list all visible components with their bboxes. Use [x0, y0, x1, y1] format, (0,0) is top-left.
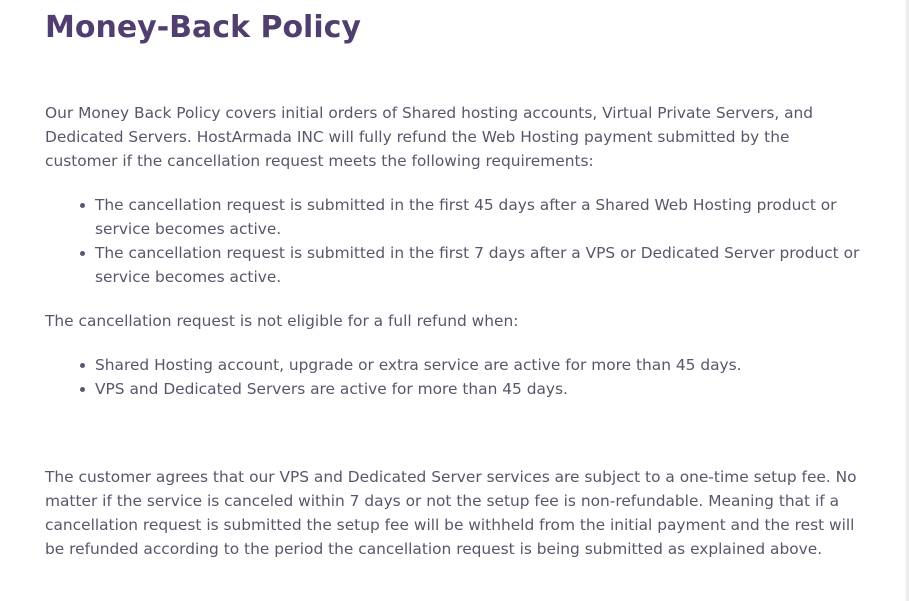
- not-eligible-list: [45, 353, 860, 401]
- list-item: The cancellation request is submitted in the first 7 days after a VPS or Dedicated Server product or service becomes active.: [95, 241, 860, 289]
- page-title: Money-Back Policy: [45, 10, 361, 45]
- requirements-list: [45, 193, 860, 289]
- list-item: VPS and Dedicated Servers are active for more than 45 days.: [95, 377, 860, 401]
- list-item: Shared Hosting account, upgrade or extra service are active for more than 45 days.: [95, 353, 860, 377]
- setup-fee-paragraph: The customer agrees that our VPS and Dedicated Server services are subject to a one-time setup fee. No matter if the service is canceled within 7 days or not the setup fee is non-refundable. Meaning that if a cancellation request is submitted the setup fee will be withheld from the initial payment and the rest will be refunded according to the period the cancellation request is being submitted as explained above.: [45, 468, 857, 558]
- intro-paragraph: Our Money Back Policy covers initial orders of Shared hosting accounts, Virtual Private Servers, and Dedicated Servers. HostArmada INC will fully refund the Web Hosting payment submitted by the customer if the cancellation request meets the following requirements:: [45, 104, 814, 170]
- list-item: The cancellation request is submitted in the first 45 days after a Shared Web Hosting product or service becomes active.: [95, 193, 860, 241]
- not-eligible-intro: The cancellation request is not eligible for a full refund when:: [45, 312, 519, 330]
